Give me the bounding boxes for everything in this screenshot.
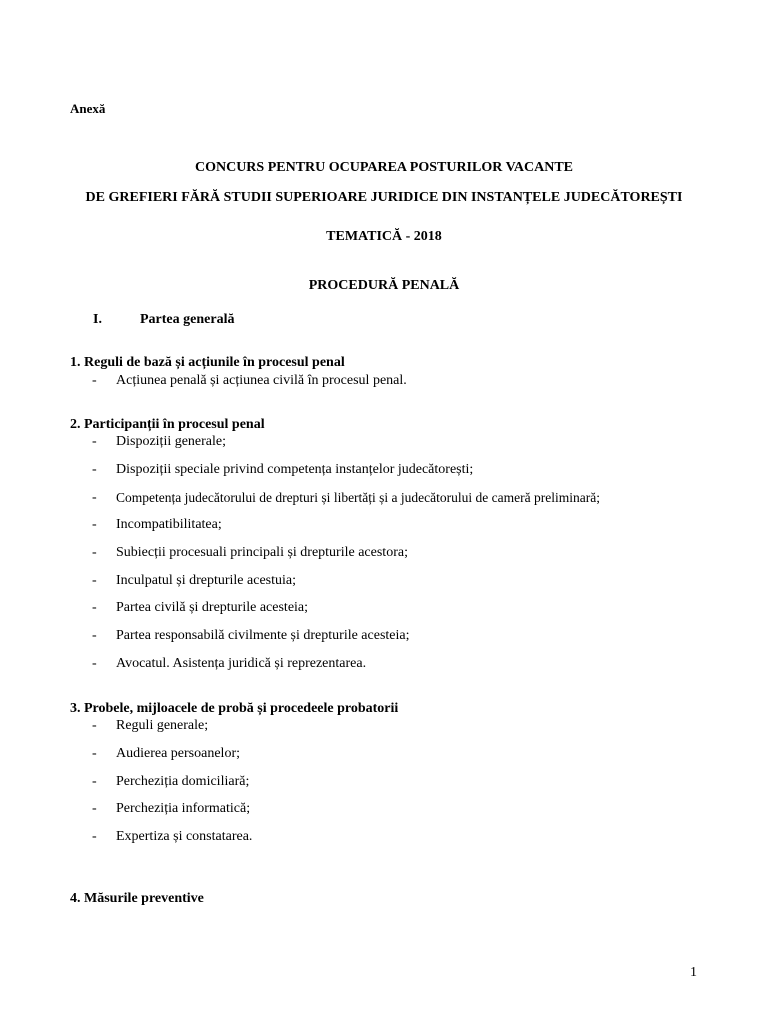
list-item-text: Competența judecătorului de drepturi și libertăți și a judecătorului de cameră preliminară;	[116, 490, 600, 505]
bullet-dash: -	[92, 829, 97, 844]
bullet-dash: -	[92, 490, 97, 505]
bullet-dash: -	[92, 434, 97, 449]
annex-label: Anexă	[70, 101, 106, 116]
bullet-dash: -	[92, 801, 97, 816]
list-item-text: Audierea persoanelor;	[116, 746, 240, 761]
bullet-dash: -	[92, 600, 97, 615]
bullet-dash: -	[92, 545, 97, 560]
bullet-dash: -	[92, 774, 97, 789]
bullet-dash: -	[92, 573, 97, 588]
section-title-1: 1. Reguli de bază și acțiunile în procesul penal	[70, 355, 345, 370]
bullet-dash: -	[92, 373, 97, 388]
subject-heading: PROCEDURĂ PENALĂ	[308, 278, 460, 293]
page-number: 1	[690, 965, 697, 980]
bullet-dash: -	[92, 718, 97, 733]
title-line-2: DE GREFIERI FĂRĂ STUDII SUPERIOARE JURIDICE DIN INSTANȚELE JUDECĂTOREȘTI	[85, 190, 683, 205]
part-number: I.	[93, 312, 102, 327]
list-item-text: Partea responsabilă civilmente și drepturile acesteia;	[116, 628, 410, 643]
list-item-text: Avocatul. Asistența juridică și reprezentarea.	[116, 656, 367, 671]
list-item-text: Percheziția domiciliară;	[116, 774, 250, 789]
list-item-text: Inculpatul și drepturile acestuia;	[116, 573, 296, 588]
list-item-text: Subiecții procesuali principali și drepturile acestora;	[116, 545, 408, 560]
bullet-dash: -	[92, 462, 97, 477]
list-item-text: Acțiunea penală și acțiunea civilă în procesul penal.	[116, 373, 407, 388]
list-item-text: Partea civilă și drepturile acesteia;	[116, 600, 309, 615]
bullet-dash: -	[92, 628, 97, 643]
list-item-text: Dispoziții generale;	[116, 434, 227, 449]
part-title: Partea generală	[140, 312, 235, 327]
list-item-text: Reguli generale;	[116, 718, 209, 733]
list-item-text: Dispoziții speciale privind competența instanțelor judecătorești;	[116, 462, 474, 477]
title-line-3: TEMATICĂ - 2018	[326, 229, 442, 244]
title-line-1: CONCURS PENTRU OCUPAREA POSTURILOR VACANTE	[194, 160, 574, 175]
list-item-text: Incompatibilitatea;	[116, 517, 222, 532]
list-item-text: Percheziția informatică;	[116, 801, 251, 816]
list-item-text: Expertiza și constatarea.	[116, 829, 253, 844]
bullet-dash: -	[92, 746, 97, 761]
section-title-3: 3. Probele, mijloacele de probă și procedeele probatorii	[70, 701, 399, 716]
section-title-2: 2. Participanții în procesul penal	[70, 417, 265, 432]
bullet-dash: -	[92, 517, 97, 532]
bullet-dash: -	[92, 656, 97, 671]
section-title-4: 4. Măsurile preventive	[70, 891, 204, 906]
